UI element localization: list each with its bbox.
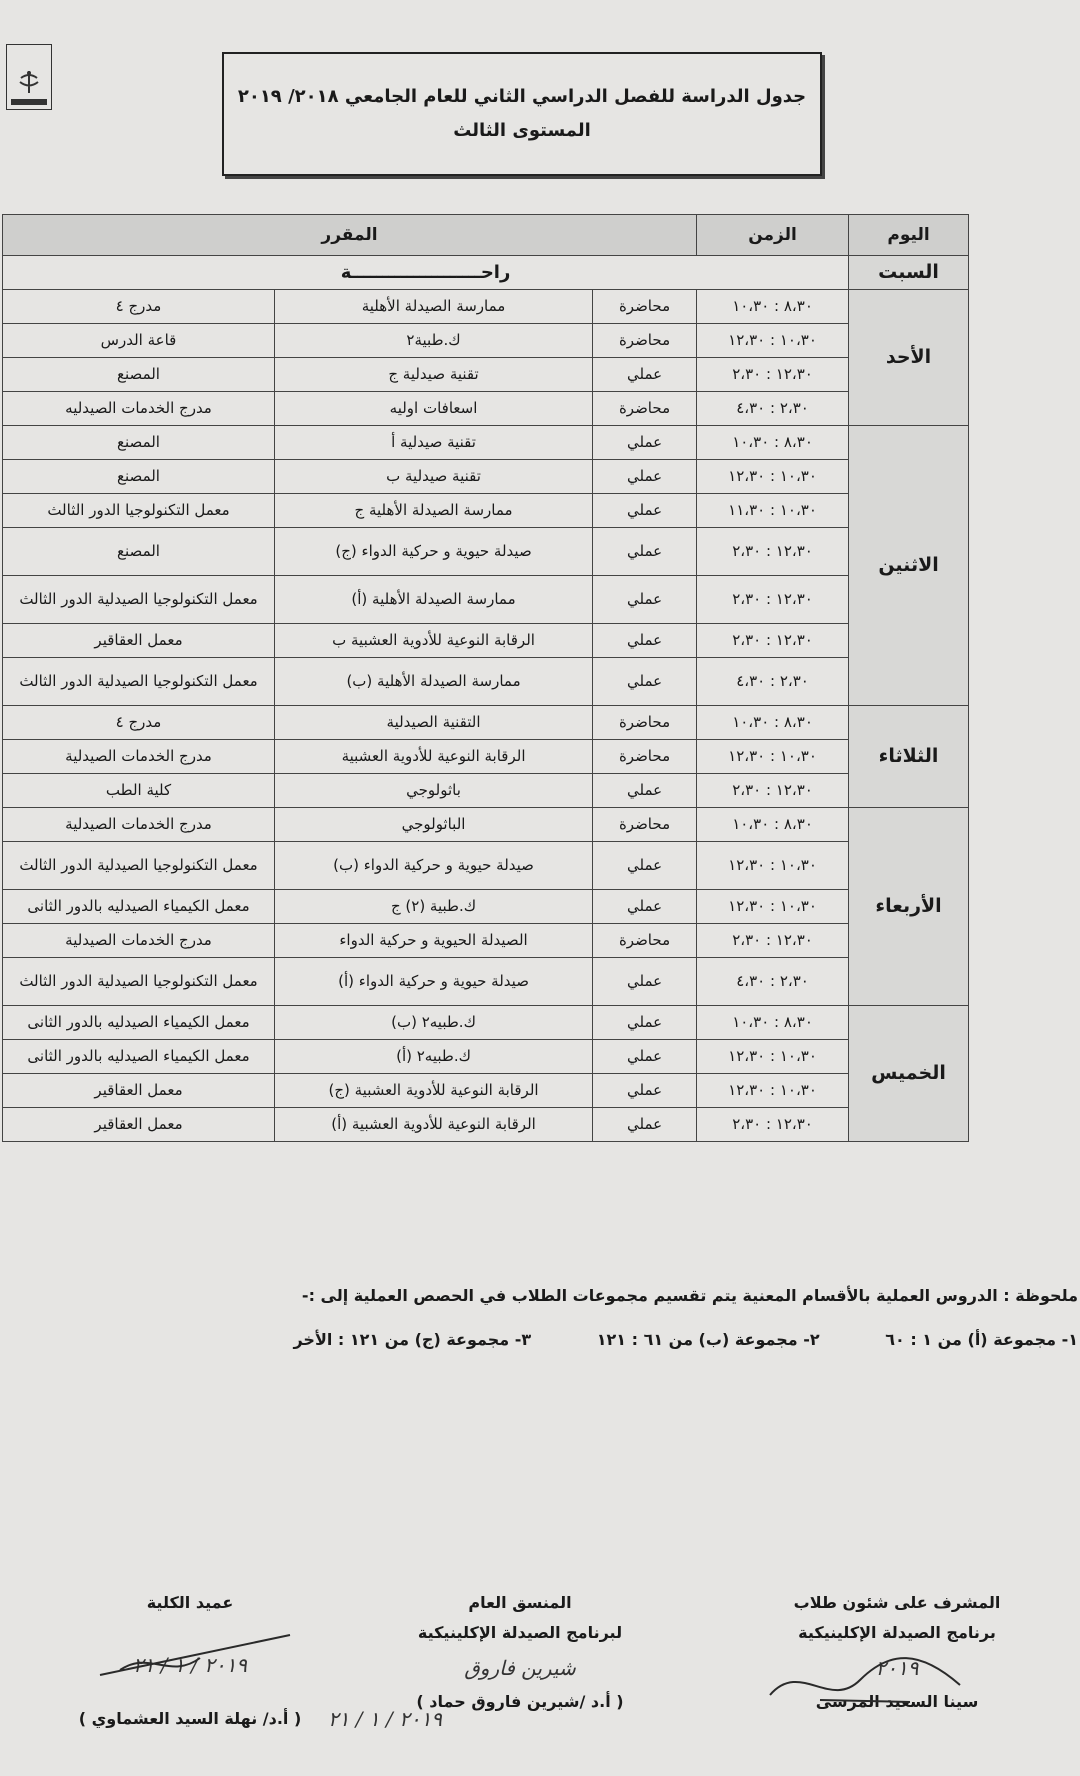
table-row xyxy=(3,528,969,576)
day-cell: الأربعاء xyxy=(849,808,969,1006)
place-cell: معمل العقاقير xyxy=(3,624,275,658)
supervisor-title: المشرف على شئون طلاب xyxy=(793,1593,1001,1612)
time-cell: ٢،٣٠ : ٤،٣٠ xyxy=(697,958,849,1006)
table-row xyxy=(3,924,969,958)
time-cell: ٨،٣٠ : ١٠،٣٠ xyxy=(697,1006,849,1040)
coordinator-program: لبرنامج الصيدلة الإكلينيكية xyxy=(417,1623,623,1643)
day-cell: الأحد xyxy=(849,290,969,426)
table-row xyxy=(3,890,969,924)
course-cell: التقنية الصيدلية xyxy=(275,706,593,740)
dean-signature-scribble xyxy=(80,1620,310,1690)
course-cell: ك.طبية (٢) ج xyxy=(275,890,593,924)
place-cell: المصنع xyxy=(3,460,275,494)
place-cell: معمل التكنولوجيا الصيدلية الدور الثالث xyxy=(3,842,275,890)
place-cell: كلية الطب xyxy=(3,774,275,808)
time-cell: ١٠،٣٠ : ١٢،٣٠ xyxy=(697,842,849,890)
dean-name: ( أ.د/ نهلة السيد العشماوي ) xyxy=(78,1709,302,1729)
place-cell: معمل العقاقير xyxy=(3,1074,275,1108)
table-row xyxy=(3,358,969,392)
groups-line xyxy=(233,1330,1078,1349)
table-header-row xyxy=(3,215,969,256)
type-cell: محاضرة xyxy=(593,290,697,324)
type-cell: عملي xyxy=(593,624,697,658)
header-day: اليوم xyxy=(849,215,969,256)
time-cell: ١٢،٣٠ : ٢،٣٠ xyxy=(697,358,849,392)
day-cell: الخميس xyxy=(849,1006,969,1142)
table-row xyxy=(3,1074,969,1108)
group-a: ١- مجموعة (أ) من ١ : ٦٠ xyxy=(885,1330,1078,1349)
type-cell: عملي xyxy=(593,842,697,890)
coordinator-date-block xyxy=(300,1700,470,1738)
place-cell: مدرج الخدمات الصيدلية xyxy=(3,808,275,842)
course-cell: الرقابة النوعية للأدوية العشبية xyxy=(275,740,593,774)
table-row xyxy=(3,1108,969,1142)
rest-cell: راحـــــــــــــــــــــة xyxy=(3,256,849,290)
day-cell: الثلاثاء xyxy=(849,706,969,808)
coordinator-title: المنسق العام xyxy=(468,1593,572,1612)
time-cell: ١٢،٣٠ : ٢،٣٠ xyxy=(697,774,849,808)
time-cell: ١٢،٣٠ : ٢،٣٠ xyxy=(697,924,849,958)
header-time: الزمن xyxy=(697,215,849,256)
type-cell: عملي xyxy=(593,358,697,392)
time-cell: ٨،٣٠ : ١٠،٣٠ xyxy=(697,808,849,842)
time-cell: ١٢،٣٠ : ٢،٣٠ xyxy=(697,528,849,576)
place-cell: معمل الكيمياء الصيدليه بالدور الثانى xyxy=(3,1006,275,1040)
time-cell: ١٠،٣٠ : ١١،٣٠ xyxy=(697,494,849,528)
time-cell: ١٠،٣٠ : ١٢،٣٠ xyxy=(697,324,849,358)
type-cell: عملي xyxy=(593,1006,697,1040)
time-cell: ١٢،٣٠ : ٢،٣٠ xyxy=(697,576,849,624)
course-cell: ممارسة الصيدلة الأهلية xyxy=(275,290,593,324)
type-cell: عملي xyxy=(593,528,697,576)
course-cell: صيدلة حيوية و حركية الدواء (ج) xyxy=(275,528,593,576)
course-cell: ك.طبية٢ xyxy=(275,324,593,358)
course-cell: باثولوجي xyxy=(275,774,593,808)
group-b: ٢- مجموعة (ب) من ٦١ : ١٢١ xyxy=(596,1330,820,1349)
place-cell: معمل الكيمياء الصيدليه بالدور الثانى xyxy=(3,1040,275,1074)
place-cell: المصنع xyxy=(3,358,275,392)
table-row-saturday xyxy=(3,256,969,290)
time-cell: ١٠،٣٠ : ١٢،٣٠ xyxy=(697,1074,849,1108)
place-cell: معمل التكنولوجيا الدور الثالث xyxy=(3,494,275,528)
type-cell: عملي xyxy=(593,494,697,528)
pharmacy-emblem-icon xyxy=(14,69,44,95)
type-cell: محاضرة xyxy=(593,924,697,958)
table-row xyxy=(3,494,969,528)
logo-caption xyxy=(11,99,47,105)
time-cell: ١٠،٣٠ : ١٢،٣٠ xyxy=(697,460,849,494)
table-row xyxy=(3,576,969,624)
supervisor-program: برنامج الصيدلة الإكلينيكية xyxy=(798,1623,996,1643)
time-cell: ١٠،٣٠ : ١٢،٣٠ xyxy=(697,890,849,924)
course-cell: صيدلة حيوية و حركية الدواء (ب) xyxy=(275,842,593,890)
table-row xyxy=(3,774,969,808)
course-cell: اسعافات اوليه xyxy=(275,392,593,426)
course-cell: صيدلة حيوية و حركية الدواء (أ) xyxy=(275,958,593,1006)
type-cell: عملي xyxy=(593,774,697,808)
table-row xyxy=(3,808,969,842)
type-cell: محاضرة xyxy=(593,706,697,740)
place-cell: معمل التكنولوجيا الصيدلية الدور الثالث xyxy=(3,958,275,1006)
type-cell: عملي xyxy=(593,658,697,706)
time-cell: ١٠،٣٠ : ١٢،٣٠ xyxy=(697,1040,849,1074)
note-text: ملحوظة : الدروس العملية بالأقسام المعنية يتم تقسيم مجموعات الطلاب في الحصص العملية إلى :- xyxy=(301,1286,1078,1305)
type-cell: عملي xyxy=(593,958,697,1006)
table-row xyxy=(3,392,969,426)
place-cell: مدرج ٤ xyxy=(3,290,275,324)
time-cell: ٨،٣٠ : ١٠،٣٠ xyxy=(697,706,849,740)
course-cell: تقنية صيدلية ج xyxy=(275,358,593,392)
place-cell: المصنع xyxy=(3,426,275,460)
table-row xyxy=(3,1006,969,1040)
course-cell: تقنية صيدلية أ xyxy=(275,426,593,460)
table-row xyxy=(3,958,969,1006)
schedule-table xyxy=(2,214,969,1142)
title-box xyxy=(222,52,822,176)
place-cell: مدرج الخدمات الصيدليه xyxy=(3,392,275,426)
table-row xyxy=(3,740,969,774)
course-cell: الباثولوجي xyxy=(275,808,593,842)
course-cell: الرقابة النوعية للأدوية العشبية ب xyxy=(275,624,593,658)
dean-date: ٢٠١٩ / ١ / ٢١ xyxy=(132,1653,248,1678)
place-cell: مدرج ٤ xyxy=(3,706,275,740)
course-cell: ك.طبيه٢ (ب) xyxy=(275,1006,593,1040)
coordinator-name: ( أ.د /شيرين فاروق حماد ) xyxy=(416,1691,624,1711)
table-row xyxy=(3,842,969,890)
course-cell: ممارسة الصيدلة الأهلية (ب) xyxy=(275,658,593,706)
table-row xyxy=(3,706,969,740)
day-cell: الاثنين xyxy=(849,426,969,706)
table-row xyxy=(3,426,969,460)
dean-title: عميد الكلية xyxy=(146,1593,234,1612)
time-cell: ١٠،٣٠ : ١٢،٣٠ xyxy=(697,740,849,774)
type-cell: محاضرة xyxy=(593,392,697,426)
place-cell: مدرج الخدمات الصيدلية xyxy=(3,924,275,958)
signature-coordinator xyxy=(380,1588,660,1717)
course-cell: ك.طبيه٢ (أ) xyxy=(275,1040,593,1074)
table-row xyxy=(3,624,969,658)
course-cell: الرقابة النوعية للأدوية العشبية (ج) xyxy=(275,1074,593,1108)
place-cell: قاعة الدرس xyxy=(3,324,275,358)
page-subtitle: المستوى الثالث xyxy=(453,120,591,141)
supervisor-name: سينا السعيد المرسى xyxy=(815,1691,979,1711)
type-cell: عملي xyxy=(593,460,697,494)
type-cell: عملي xyxy=(593,1074,697,1108)
table-row xyxy=(3,290,969,324)
course-cell: ممارسة الصيدلة الأهلية (أ) xyxy=(275,576,593,624)
place-cell: معمل العقاقير xyxy=(3,1108,275,1142)
time-cell: ٨،٣٠ : ١٠،٣٠ xyxy=(697,426,849,460)
time-cell: ٨،٣٠ : ١٠،٣٠ xyxy=(697,290,849,324)
time-cell: ٢،٣٠ : ٤،٣٠ xyxy=(697,658,849,706)
place-cell: مدرج الخدمات الصيدلية xyxy=(3,740,275,774)
time-cell: ٢،٣٠ : ٤،٣٠ xyxy=(697,392,849,426)
table-row xyxy=(3,324,969,358)
type-cell: محاضرة xyxy=(593,808,697,842)
day-cell: السبت xyxy=(849,256,969,290)
course-cell: الصيدلة الحيوية و حركية الدواء xyxy=(275,924,593,958)
place-cell: المصنع xyxy=(3,528,275,576)
coordinator-date: ٢٠١٩ / ١ / ٢١ xyxy=(327,1707,443,1731)
type-cell: عملي xyxy=(593,576,697,624)
group-c: ٣- مجموعة (ج) من ١٢١ : الأخر xyxy=(293,1330,532,1349)
type-cell: محاضرة xyxy=(593,740,697,774)
type-cell: عملي xyxy=(593,890,697,924)
type-cell: عملي xyxy=(593,426,697,460)
table-row xyxy=(3,460,969,494)
coordinator-handwriting: شيرين فاروق xyxy=(464,1655,576,1680)
type-cell: عملي xyxy=(593,1108,697,1142)
supervisor-signature-scribble xyxy=(760,1640,1000,1720)
course-cell: الرقابة النوعية للأدوية العشبية (أ) xyxy=(275,1108,593,1142)
place-cell: معمل التكنولوجيا الصيدلية الدور الثالث xyxy=(3,658,275,706)
college-logo xyxy=(6,44,52,110)
place-cell: معمل الكيمياء الصيدليه بالدور الثانى xyxy=(3,890,275,924)
type-cell: محاضرة xyxy=(593,324,697,358)
place-cell: معمل التكنولوجيا الصيدلية الدور الثالث xyxy=(3,576,275,624)
time-cell: ١٢،٣٠ : ٢،٣٠ xyxy=(697,1108,849,1142)
supervisor-date: ٢٠١٩ xyxy=(875,1655,919,1680)
table-row xyxy=(3,1040,969,1074)
course-cell: ممارسة الصيدلة الأهلية ج xyxy=(275,494,593,528)
header-course: المقرر xyxy=(3,215,697,256)
type-cell: عملي xyxy=(593,1040,697,1074)
page-title: جدول الدراسة للفصل الدراسي الثاني للعام الجامعي ٢٠١٨/ ٢٠١٩ xyxy=(237,85,807,107)
time-cell: ١٢،٣٠ : ٢،٣٠ xyxy=(697,624,849,658)
table-row xyxy=(3,658,969,706)
course-cell: تقنية صيدلية ب xyxy=(275,460,593,494)
